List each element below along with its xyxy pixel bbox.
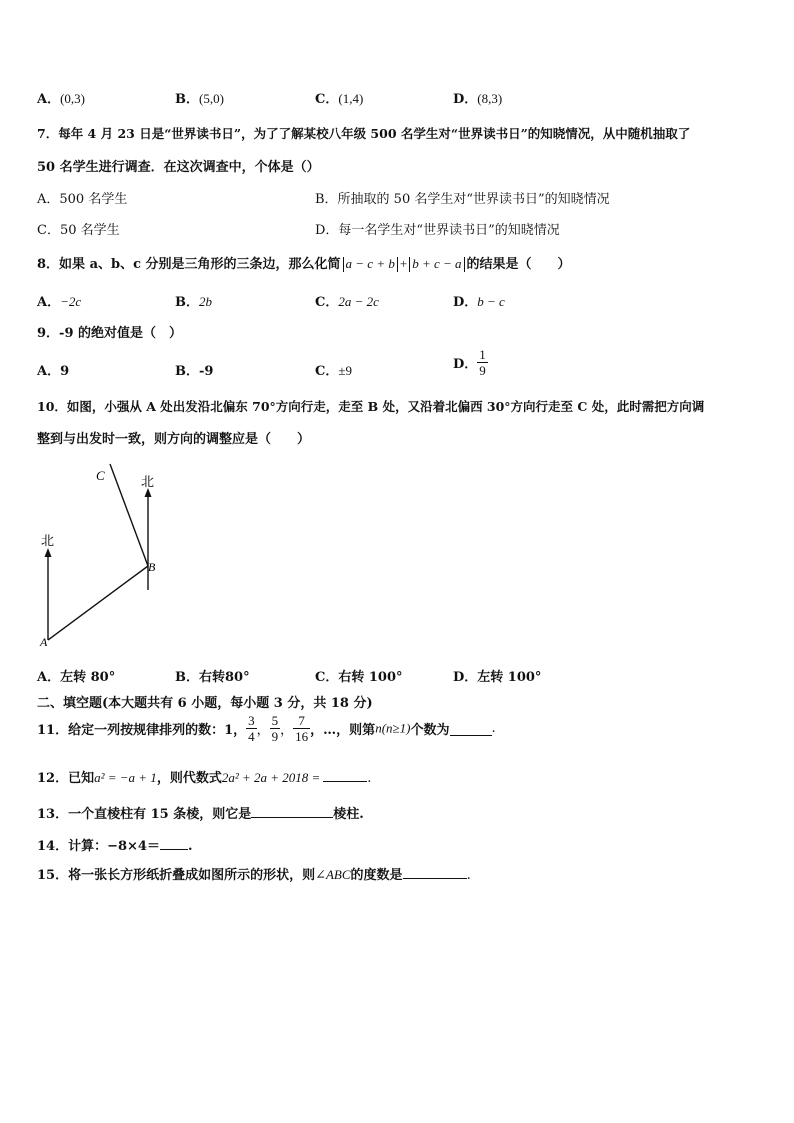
q14-end: . [187,839,193,854]
q9-option-c [315,360,352,379]
q6-option-c [315,88,363,107]
q6-option-a-label: A． [37,92,61,107]
q8-expr2: b + c − a [412,256,462,271]
q9-option-d-label: D． [453,357,478,372]
q12-condition: a² = −a + 1 [94,770,157,785]
q8-stem [37,253,571,272]
q8-option-b [175,291,212,310]
q7-option-b: B．所抽取的 50 名学生对“世界读书日”的知晓情况 [315,192,610,207]
answer-blank [160,836,188,850]
q6-option-c-value: (1,4) [338,91,364,106]
q11-mid: ，…，则第 [310,723,376,738]
fraction-denominator: 16 [295,729,309,744]
q6-option-d-value: (8,3) [477,91,503,106]
q8-suffix: 的结果是（ ） [466,257,571,272]
q11-fraction-2 [270,713,281,744]
separator: ， [280,723,294,738]
q14-prefix: 14．计算：−8×4＝ [37,839,160,854]
q10-direction-figure [30,460,180,655]
q11-stem [37,713,496,744]
q13-prefix: 13．一个直棱柱有 15 条棱，则它是 [37,807,252,822]
north-arrow-a-head [45,548,52,557]
q10-stem-line1: 10．如图，小强从 A 处出发沿北偏东 70°方向行走，走至 B 处，又沿着北偏西 30°方向行走至 C 处，此时需把方向调 [37,399,705,414]
q9-option-a: A．9 [37,364,70,379]
q15-stem [37,864,471,883]
q8-option-b-value: 2b [199,294,212,309]
q8-option-a-value: −2c [60,294,82,309]
point-a-label: A [40,635,48,649]
q6-option-b [175,88,224,107]
q11-n-expr: n(n≥1) [375,720,411,736]
point-b-label: B [148,560,156,574]
fraction-denominator: 9 [479,363,486,378]
q7-option-c: C．50 名学生 [37,223,120,238]
q11-suffix: 个数为 [410,723,450,738]
q9-option-b: B．-9 [175,364,214,379]
fraction-numerator: 5 [271,713,279,728]
fraction-numerator: 3 [248,713,255,728]
q7-option-a: A．500 名学生 [37,192,128,207]
q6-option-d [453,88,502,107]
q10-option-d: D．左转 100° [453,670,542,685]
q10-stem-line2: 整到与出发时一致，则方向的调整应是（ ） [37,432,311,447]
q9-option-d-fraction [477,347,488,378]
abs-bar [397,257,398,272]
q6-option-b-label: B． [175,92,199,107]
q15-prefix: 15．将一张长方形纸折叠成如图所示的形状，则 [37,868,316,883]
q8-option-a-label: A． [37,295,61,310]
north-label-b: 北 [141,474,155,489]
q12-prefix: 12．已知 [37,771,95,786]
q10-option-c: C．右转 100° [315,670,403,685]
q13-stem [37,803,364,822]
q11-fraction-3 [293,713,310,744]
q12-end: . [367,771,372,786]
q8-plus: + [399,256,408,271]
q6-option-c-label: C． [315,92,339,107]
q8-option-a [37,291,81,310]
q10-option-a: A．左转 80° [37,670,116,685]
abs-bar [343,257,344,272]
q12-expression: 2a² + 2a + 2018 = [221,770,321,785]
q8-option-d [453,291,505,310]
q13-suffix: 棱柱. [333,807,364,822]
q12-stem [37,767,371,786]
q6-option-a [37,88,85,107]
fraction-denominator: 9 [271,729,279,744]
fraction-numerator: 7 [293,713,310,729]
q11-end: . [491,721,496,736]
q14-stem [37,835,193,854]
q9-option-c-label: C． [315,364,339,379]
q12-mid: ，则代数式 [156,771,222,786]
q6-option-a-value: (0,3) [60,91,86,106]
answer-blank [403,865,467,879]
q9-option-d [453,347,488,378]
q10-option-b: B．右转80° [175,670,250,685]
q8-expr1: a − c + b [345,256,395,271]
north-arrow-b-head [145,488,152,497]
q15-suffix: 的度数是 [350,868,403,883]
q8-option-d-label: D． [453,295,478,310]
q8-prefix: 8．如果 a、b、c 分别是三角形的三条边，那么化简 [37,257,341,272]
q9-stem: 9．-9 的绝对值是（ ） [37,326,183,341]
abs-bar [464,257,465,272]
segment-ab [48,566,148,640]
q6-option-d-label: D． [453,92,478,107]
answer-blank [251,804,333,818]
q8-option-c [315,291,379,310]
fraction-denominator: 4 [248,729,255,744]
q8-option-c-value: 2a − 2c [338,294,379,309]
section-heading-fill-in: 二、填空题(本大题共有 6 小题，每小题 3 分，共 18 分) [37,696,373,711]
q7-stem-line2: 50 名学生进行调查．在这次调查中，个体是（） [37,160,320,175]
fraction-numerator: 1 [479,347,486,362]
answer-blank [450,722,492,736]
q6-option-b-value: (5,0) [199,91,224,106]
north-label-a: 北 [41,533,55,548]
abs-bar [409,257,410,272]
q11-prefix: 11．给定一列按规律排列的数：1， [37,723,247,738]
q7-stem-line1: 7．每年 4 月 23 日是“世界读书日”，为了了解某校八年级 500 名学生对“世界读书日”的知晓情况，从中随机抽取了 [37,126,691,141]
answer-blank [323,768,367,782]
q8-option-c-label: C． [315,295,339,310]
q11-fraction-1 [246,713,257,744]
q15-end: . [466,868,471,883]
q15-angle: ∠ABC [315,867,351,882]
point-c-label: C [96,468,105,483]
separator: ， [256,723,270,738]
q8-option-b-label: B． [175,295,199,310]
q7-option-d: D．每一名学生对“世界读书日”的知晓情况 [315,223,560,238]
q8-option-d-value: b − c [477,294,505,309]
q9-option-c-value: ±9 [338,363,352,378]
